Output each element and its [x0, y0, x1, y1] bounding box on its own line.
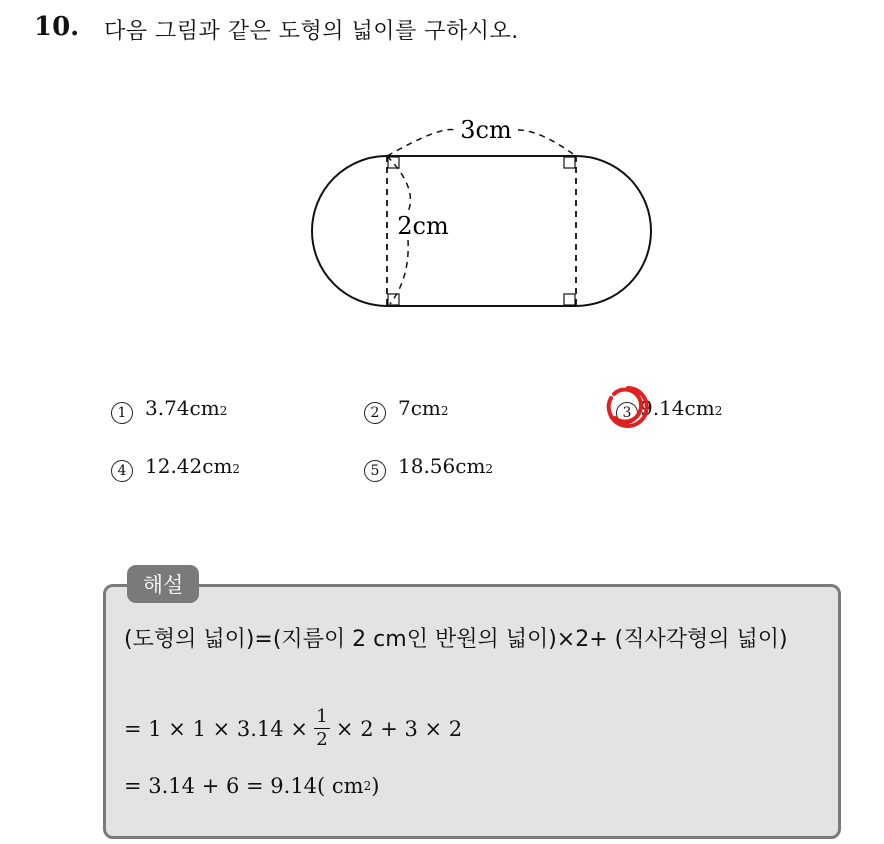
fraction-denominator: 2 — [316, 729, 328, 750]
side-length-label: 2cm — [397, 212, 449, 240]
right-angle-mark — [564, 157, 575, 168]
solution-equation-1 — [124, 706, 462, 751]
equation-right: × 2 + 3 × 2 — [335, 716, 463, 741]
choice-number-mark: 3 — [616, 402, 638, 424]
choice-exponent: 2 — [714, 404, 723, 418]
choice-5[interactable] — [364, 454, 493, 480]
question-text: 다음 그림과 같은 도형의 넓이를 구하시오. — [104, 19, 519, 44]
choice-2[interactable] — [364, 396, 449, 422]
top-dimension-arc — [387, 130, 455, 156]
equation-result: = 3.14 + 6 = 9.14( cm — [124, 774, 364, 798]
choice-number-mark: 4 — [111, 460, 133, 482]
choice-exponent: 2 — [219, 404, 228, 418]
choice-number-mark: 2 — [364, 402, 386, 424]
solution-equation-2 — [124, 774, 379, 798]
fraction — [314, 706, 330, 751]
right-angle-mark — [564, 294, 575, 305]
equation-close: ) — [371, 774, 380, 798]
choice-number-mark: 1 — [111, 402, 133, 424]
choice-exponent: 2 — [232, 462, 241, 476]
stadium-figure — [300, 108, 660, 322]
fraction-numerator: 1 — [316, 706, 328, 727]
stadium-outline — [312, 156, 651, 306]
question-number: 10. — [34, 12, 80, 42]
choice-value: 9.14cm — [640, 396, 715, 420]
choice-value: 12.42cm — [145, 454, 233, 478]
top-dimension-arc — [518, 130, 576, 156]
solution-formula-text: (도형의 넓이)=(지름이 2 cm인 반원의 넓이)×2+ (직사각형의 넓이) — [124, 627, 788, 652]
equation-left: = 1 × 1 × 3.14 × — [124, 716, 308, 741]
solution-label: 해설 — [127, 565, 199, 603]
equation-exponent: 2 — [363, 779, 372, 793]
top-length-label: 3cm — [460, 116, 512, 144]
choice-value: 18.56cm — [398, 454, 486, 478]
choice-value: 3.74cm — [145, 396, 220, 420]
choice-exponent: 2 — [440, 404, 449, 418]
choice-4[interactable] — [111, 454, 240, 480]
choice-number-mark: 5 — [364, 460, 386, 482]
figure-svg — [300, 108, 660, 318]
answer-circle-mark — [605, 384, 651, 430]
choice-value: 7cm — [398, 396, 441, 420]
choice-exponent: 2 — [485, 462, 494, 476]
choice-1[interactable] — [111, 396, 227, 422]
